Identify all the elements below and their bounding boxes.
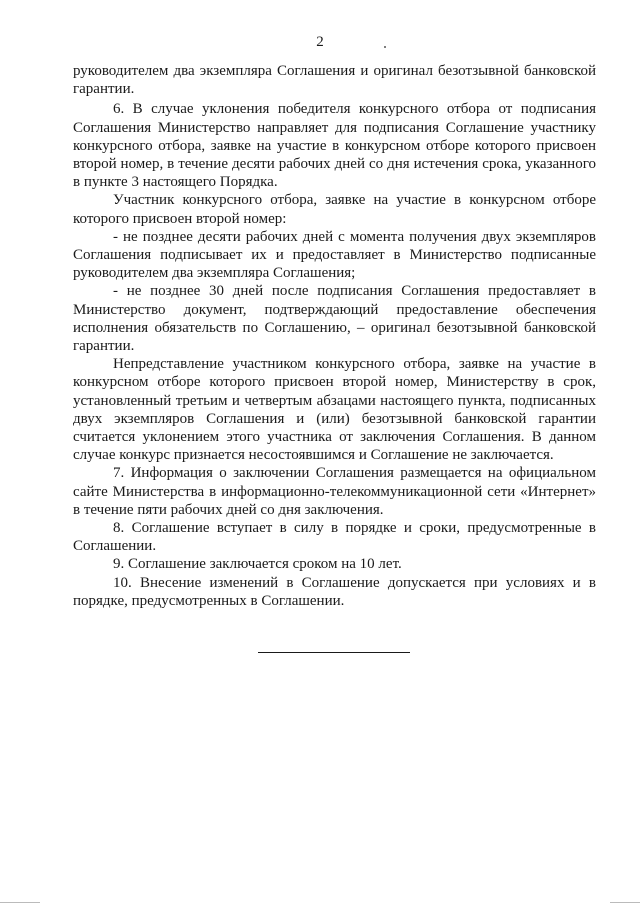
paragraph-continuation: руководителем два экземпляра Соглашения и оригинал безотзывной банковской гарантии.: [73, 63, 596, 98]
page-number: 2: [316, 34, 324, 50]
paragraph-10: 10. Внесение изменений в Соглашение допускается при условиях и в порядке, предусмотренных в Соглашении.: [73, 574, 596, 609]
scan-edge-right: [610, 902, 640, 903]
paragraph-6-item-2: - не позднее 30 дней после подписания Соглашения предоставляет в Министерство документ, подтверждающий предоставление обеспечения исполнения обязательств по Соглашению, – оригинал безотзывной банковской гарантии.: [73, 283, 596, 355]
paragraph-6: 6. В случае уклонения победителя конкурсного отбора от подписания Соглашения Министерство направляет для подписания Соглашение участнику конкурсного отбора, заявке на участие в конкурсном отборе которого присвоен второй номер, в течение десяти рабочих дней со дня истечения срока, указанного в пункте 3 настоящего Порядка.: [73, 101, 596, 191]
paragraph-7: 7. Информация о заключении Соглашения размещается на официальном сайте Министерства в информационно-телекоммуникационной сети «Интернет» в течение пяти рабочих дней со дня заключения.: [73, 465, 596, 518]
scan-speck: [384, 46, 386, 48]
end-of-document-rule: [258, 652, 410, 653]
paragraph-8: 8. Соглашение вступает в силу в порядке и сроки, предусмотренные в Соглашении.: [73, 520, 596, 555]
scan-edge-left: [0, 902, 40, 903]
paragraph-6-nonsubmission: Непредставление участником конкурсного отбора, заявке на участие в конкурсном отборе которого присвоен второй номер, Министерству в срок, установленный третьим и четвертым абзацами настоящего пункта, подписанных двух экземпляров Соглашения и (или) безотзывной банковской гарантии считается уклонением этого участника от заключения Соглашения. В данном случае конкурс признается несостоявшимся и Соглашение не заключается.: [73, 356, 596, 464]
document-body: [73, 62, 596, 610]
paragraph-9: 9. Соглашение заключается сроком на 10 лет.: [113, 556, 402, 573]
paragraph-6-item-1: - не позднее десяти рабочих дней с момента получения двух экземпляров Соглашения подписывает их и предоставляет в Министерство подписанные руководителем два экземпляра Соглашения;: [73, 228, 596, 282]
paragraph-6-participant: Участник конкурсного отбора, заявке на участие в конкурсном отборе которого присвоен второй номер:: [73, 192, 596, 227]
